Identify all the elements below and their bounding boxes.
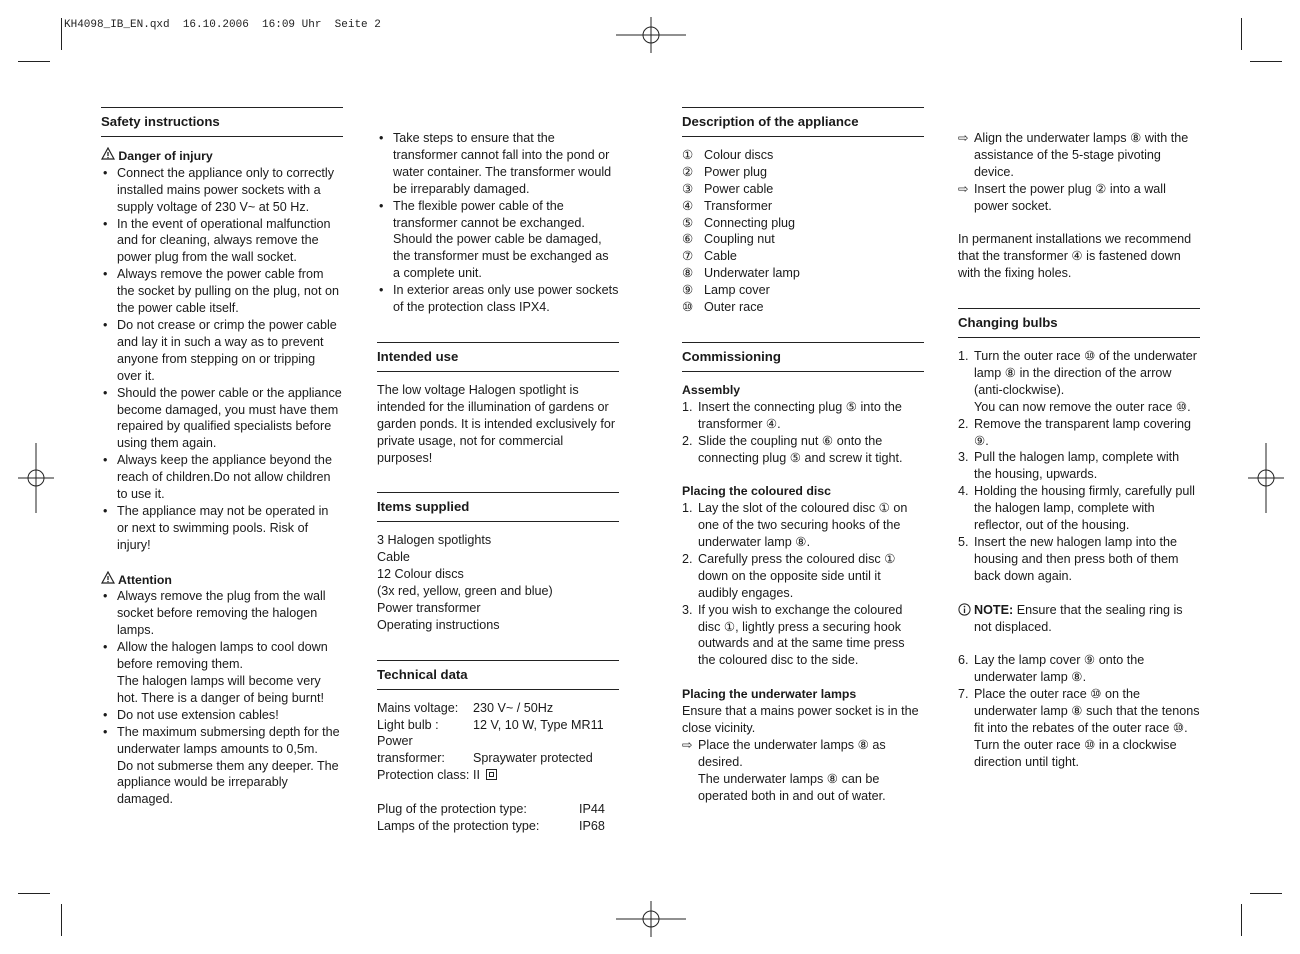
column-1: [101, 107, 343, 808]
list-item: • The maximum submersing depth for the underwater lamps amounts to 0,5m. Do not submerse them any deeper. The appliance would be irreparably damaged.: [101, 724, 343, 809]
table-row: Lamps of the protection type: IP68: [377, 818, 605, 833]
assembly-steps: [682, 399, 924, 467]
list-item: Cable: [377, 550, 410, 565]
list-item: ② Power plug: [682, 164, 768, 179]
disc-heading: Placing the coloured disc: [682, 484, 831, 499]
list-item: ③ Power cable: [682, 181, 774, 196]
attention-list: [101, 588, 343, 808]
list-item: ⑧ Underwater lamp: [682, 266, 800, 281]
section-title-commissioning: Commissioning: [682, 342, 924, 372]
list-item: 1. Turn the outer race ⑩ of the underwater lamp ⑧ in the direction of the arrow (anti-clockwise). You can now remove the outer race ⑩.: [958, 349, 1197, 414]
parts-list: [682, 147, 924, 316]
warning-icon: [101, 571, 115, 589]
protection-type-table: [377, 801, 605, 835]
table-row: transformer: Spraywater protected: [377, 751, 593, 766]
section-title-items-supplied: Items supplied: [377, 492, 619, 522]
section-title-technical-data: Technical data: [377, 660, 619, 690]
table-row: Protection class: II: [377, 767, 604, 784]
column-2: [377, 130, 619, 835]
table-row: Light bulb : 12 V, 10 W, Type MR11: [377, 717, 604, 732]
list-item: • Take steps to ensure that the transformer cannot fall into the pond or water container. The transformer would be irreparably damaged.: [377, 130, 619, 198]
intended-use-text: The low voltage Halogen spotlight is intended for the illumination of gardens or garden ponds. It is intended exclusively for private usage, not for commercial purposes!: [377, 382, 616, 465]
list-item: • The appliance may not be operated in or next to swimming pools. Risk of injury!: [101, 503, 343, 554]
list-item: • Should the power cable or the appliance become damaged, you must have them repaired by qualified specialists before using them again.: [101, 385, 343, 453]
registration-mark-left: [18, 443, 54, 513]
list-item: 2. Slide the coupling nut ⑥ onto the connecting plug ⑤ and screw it tight.: [682, 433, 903, 465]
table-row: Mains voltage: 230 V~ / 50Hz: [377, 700, 554, 715]
items-supplied-list: [377, 532, 619, 633]
crop-mark: [18, 893, 50, 894]
bulb-steps-continued: [958, 652, 1200, 770]
list-item: 3. If you wish to exchange the coloured disc ①, lightly press a securing hook outwards and at the same time press the coloured disc to the side.: [682, 602, 905, 668]
list-item: 3. Pull the halogen lamp, complete with the housing, upwards.: [958, 450, 1180, 482]
note: NOTE: Ensure that the sealing ring is not displaced.: [958, 602, 1200, 636]
disc-steps: [682, 500, 924, 669]
list-item: 5. Insert the new halogen lamp into the housing and then press both of them back down again.: [958, 535, 1179, 583]
list-item: 4. Holding the housing firmly, carefully pull the halogen lamp, complete with reflector, out of the housing.: [958, 484, 1195, 533]
list-item: 12 Colour discs: [377, 567, 464, 582]
crop-mark: [1250, 893, 1282, 894]
lamps-heading: Placing the underwater lamps: [682, 687, 857, 702]
registration-mark-bottom: [616, 901, 686, 937]
arrow-right-icon: ⇨: [958, 181, 969, 196]
list-item: (3x red, yellow, green and blue): [377, 584, 553, 599]
list-item: • Connect the appliance only to correctly installed mains power sockets with a supply voltage of 230 V~ at 50 Hz.: [101, 165, 343, 216]
list-item: ① Colour discs: [682, 147, 774, 162]
list-item: 1. Lay the slot of the coloured disc ① on one of the two securing hooks of the underwater lamp ⑧.: [682, 501, 908, 550]
crop-mark: [1241, 904, 1242, 936]
crop-mark: [1250, 61, 1282, 62]
list-item: ⇨ Align the underwater lamps ⑧ with the assistance of the 5-stage pivoting device.: [958, 131, 1189, 179]
bulb-steps: [958, 348, 1200, 585]
file-slug: KH4098_IB_EN.qxd 16.10.2006 16:09 Uhr Seite 2: [64, 19, 381, 31]
attention-heading: Attention: [101, 571, 343, 589]
arrow-right-icon: ⇨: [958, 131, 969, 145]
technical-data-table: [377, 700, 604, 785]
assembly-heading: Assembly: [682, 382, 741, 397]
list-item: ⇨ Insert the power plug ② into a wall power socket.: [958, 181, 1166, 213]
section-title-safety: Safety instructions: [101, 107, 343, 137]
list-item: ④ Transformer: [682, 198, 773, 213]
list-item: 1. Insert the connecting plug ⑤ into the transformer ④.: [682, 399, 902, 431]
section-title-changing-bulbs: Changing bulbs: [958, 308, 1200, 338]
list-item: • Allow the halogen lamps to cool down before removing them. The halogen lamps will become very hot. There is a danger of being burnt!: [101, 639, 343, 707]
list-item: Operating instructions: [377, 617, 500, 632]
list-item: ⑦ Cable: [682, 249, 737, 264]
crop-mark: [1241, 18, 1242, 50]
column-4: [958, 130, 1200, 771]
list-item: ⑩ Outer race: [682, 300, 764, 315]
crop-mark: [18, 61, 50, 62]
list-item: ⑤ Connecting plug: [682, 215, 796, 230]
lamps-intro: Ensure that a mains power socket is in the close vicinity.: [682, 704, 919, 735]
section-title-intended-use: Intended use: [377, 342, 619, 372]
arrow-right-icon: ⇨: [682, 737, 693, 752]
list-item: 2. Remove the transparent lamp covering ⑨.: [958, 416, 1192, 448]
permanent-installation-text: In permanent installations we recommend that the transformer ④ is fastened down with the fixing holes.: [958, 232, 1192, 281]
list-item: • Always remove the power cable from the socket by pulling on the plug, not on the power cable itself.: [101, 266, 343, 317]
warning-icon: [101, 147, 115, 165]
column-3: [682, 107, 924, 805]
crop-mark: [61, 18, 62, 50]
list-item: • Always remove the plug from the wall socket before removing the halogen lamps.: [101, 588, 343, 639]
list-item: 7. Place the outer race ⑩ on the underwater lamp ⑧ such that the tenons fit into the rebates of the outer race ⑩. Turn the outer race ⑩ in a clockwise direction until tight.: [958, 687, 1200, 769]
list-item: 3 Halogen spotlights: [377, 533, 492, 548]
table-row: Plug of the protection type: IP44: [377, 802, 605, 817]
list-item: • Do not use extension cables!: [101, 707, 343, 724]
registration-mark-right: [1248, 443, 1284, 513]
list-item: • Always keep the appliance beyond the reach of children.Do not allow children to use it.: [101, 452, 343, 503]
table-row: Power: [377, 734, 413, 749]
list-item: ⇨ Place the underwater lamps ⑧ as desired. The underwater lamps ⑧ can be operated both in and out of water.: [682, 737, 886, 803]
info-icon: [958, 602, 971, 619]
registration-mark-top: [616, 17, 686, 53]
section-title-description: Description of the appliance: [682, 107, 924, 137]
list-item: 2. Carefully press the coloured disc ① down on the opposite side until it audibly engages.: [682, 551, 896, 600]
danger-heading: Danger of injury: [101, 147, 343, 165]
list-item: • The flexible power cable of the transformer cannot be exchanged. Should the power cable be damaged, the transformer must be exchanged as a complete unit.: [377, 198, 619, 283]
protection-class-icon: [486, 769, 497, 780]
list-item: ⑨ Lamp cover: [682, 283, 770, 298]
list-item: 6. Lay the lamp cover ⑨ onto the underwater lamp ⑧.: [958, 653, 1145, 685]
list-item: • In exterior areas only use power sockets of the protection class IPX4.: [377, 282, 619, 316]
crop-mark: [61, 904, 62, 936]
list-item: • Do not crease or crimp the power cable and lay it in such a way as to prevent anyone from stepping on or tripping over it.: [101, 317, 343, 385]
danger-list: [101, 165, 343, 554]
list-item: • In the event of operational malfunction and for cleaning, always remove the power plug from the wall socket.: [101, 216, 343, 267]
list-item: ⑥ Coupling nut: [682, 232, 775, 247]
safety-continued-list: [377, 130, 619, 316]
list-item: Power transformer: [377, 600, 481, 615]
